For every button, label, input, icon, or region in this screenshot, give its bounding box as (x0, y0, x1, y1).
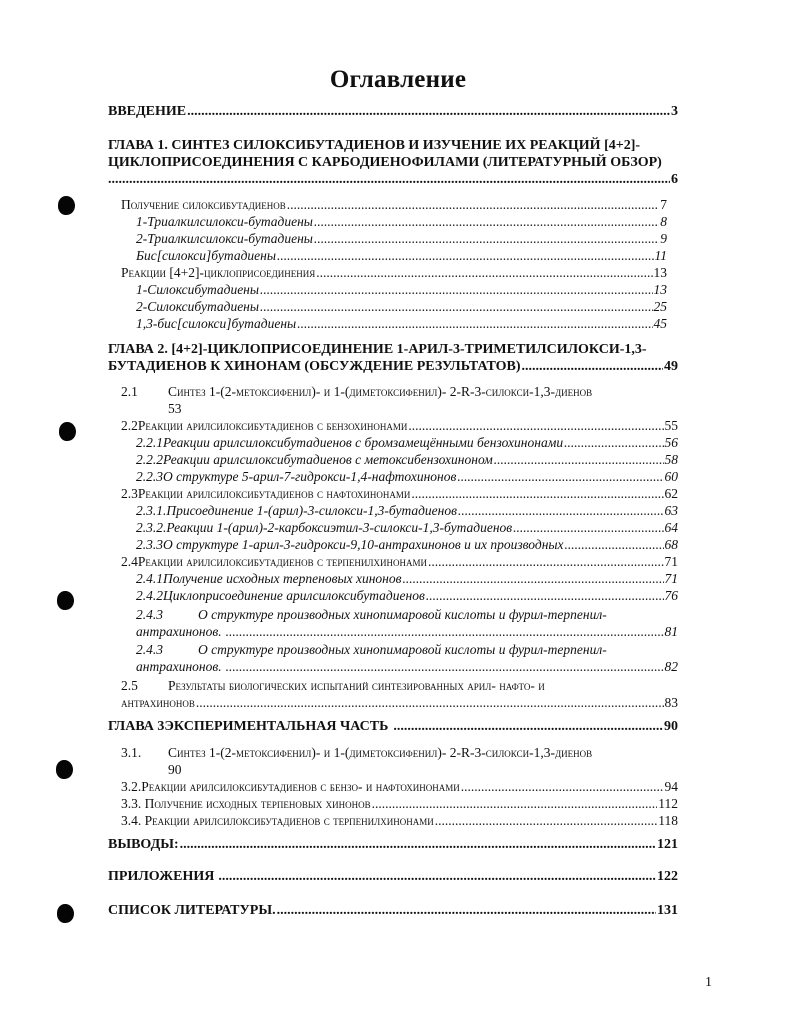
toc-page: 63 (664, 503, 678, 518)
toc-entry[interactable] (121, 383, 592, 400)
toc-label: ВЫВОДЫ: (108, 837, 179, 852)
toc-page-wrapped: 53 (168, 401, 182, 416)
toc-page: 6 (671, 172, 678, 187)
punch-hole (58, 196, 75, 215)
toc-page: 83 (664, 695, 678, 710)
leader-dots (287, 196, 659, 213)
toc-label: 1-Силоксибутадиены (136, 282, 260, 297)
page-number: 1 (705, 975, 712, 990)
toc-label: 1,3-бис[силокси]бутадиены (136, 316, 297, 331)
toc-page: 3 (671, 104, 678, 119)
toc-page: 13 (653, 265, 667, 280)
toc-number: 2.3.3 (136, 537, 163, 552)
toc-page: 68 (664, 537, 678, 552)
toc-number: 2.4.3 (136, 607, 163, 622)
leader-dots (372, 795, 658, 812)
toc-number: ГЛАВА 3 (108, 719, 165, 734)
toc-label: ЭКСПЕРИМЕНТАЛЬНАЯ ЧАСТЬ (164, 719, 389, 734)
toc-entry[interactable] (136, 502, 678, 519)
toc-entry[interactable] (136, 451, 678, 468)
toc-label: О структуре 1-арил-3-гидрокси-9,10-антрахинонов и их производных (163, 537, 564, 552)
leader-dots (457, 468, 663, 485)
toc-label: Получение исходных терпеновых хинонов (163, 571, 402, 586)
toc-page: 122 (657, 869, 678, 884)
leader-dots (458, 502, 664, 519)
toc-entry[interactable] (136, 606, 607, 623)
toc-entry[interactable] (121, 264, 667, 281)
toc-label: 2-Триалкилсилокси-бутадиены (136, 231, 313, 246)
toc-entry[interactable] (136, 281, 667, 298)
toc-entry[interactable] (136, 570, 678, 587)
toc-number: 2.4.3 (136, 642, 163, 657)
leader-dots (314, 230, 659, 247)
toc-label: Циклоприсоединение арилсилоксибутадиенов (163, 588, 425, 603)
toc-label: Результаты биологических испытаний синтезированных арил- нафто- и (168, 678, 545, 693)
toc-page: 58 (664, 452, 678, 467)
punch-hole (57, 904, 74, 923)
toc-label: О структуре производных хинопимаровой кислоты и фурил-терпенил- (198, 607, 607, 622)
toc-entry[interactable] (121, 485, 678, 502)
toc-label: антрахинонов (121, 695, 195, 710)
toc-page: 62 (664, 486, 678, 501)
toc-page: 76 (664, 588, 678, 603)
toc-number: 3.2. (121, 779, 142, 794)
leader-dots (226, 623, 664, 640)
toc-label: Реакции 1-(арил)-2-карбоксиэтил-3-силокси-1,3-бутадиенов (166, 520, 513, 535)
toc-entry-conclusions[interactable] (108, 836, 678, 853)
toc-entry[interactable] (136, 587, 678, 604)
toc-number: 3.1. (121, 745, 142, 760)
toc-page: 60 (664, 469, 678, 484)
toc-number: 2.3.1. (136, 503, 167, 518)
toc-entry[interactable] (136, 536, 678, 553)
toc-page: 45 (653, 316, 667, 331)
toc-page: 82 (664, 659, 678, 674)
toc-label: 3.4. Реакции арилсилоксибутадиенов с терпенилхинонами (121, 813, 434, 828)
toc-label: 3.3. Получение исходных терпеновых хинонов (121, 796, 371, 811)
leader-dots (494, 451, 664, 468)
toc-label: Реакции арилсилоксибутадиенов с метоксибензохиноном (163, 452, 493, 467)
toc-entry[interactable] (136, 519, 678, 536)
leader-dots (226, 658, 664, 675)
leader-dots (565, 536, 664, 553)
toc-number: 2.2 (121, 418, 138, 433)
leader-dots (564, 434, 663, 451)
toc-page-wrapped: 90 (168, 762, 182, 777)
toc-page: 25 (653, 299, 667, 314)
toc-label: Реакции арилсилоксибутадиенов с бензохинонами (137, 418, 408, 433)
toc-number: 2.2.3 (136, 469, 163, 484)
toc-page: 7 (660, 197, 667, 212)
toc-entry-intro[interactable] (108, 103, 678, 120)
toc-page: 71 (664, 554, 678, 569)
toc-entry-ch2-line1[interactable]: ГЛАВА 2. [4+2]-ЦИКЛОПРИСОЕДИНЕНИЕ 1-АРИЛ-3-ТРИМЕТИЛСИЛОКСИ-1,3- (108, 342, 647, 357)
toc-number: 2.5 (121, 678, 138, 693)
toc-entry[interactable] (121, 677, 545, 694)
leader-dots (513, 519, 663, 536)
leader-dots (108, 171, 670, 188)
toc-entry[interactable] (136, 468, 678, 485)
toc-label: Получение силоксибутадиенов (121, 197, 286, 212)
toc-entry-ch1-line2[interactable]: ЦИКЛОПРИСОЕДИНЕНИЯ С КАРБОДИЕНОФИЛАМИ (ЛИТЕРАТУРНЫЙ ОБЗОР) (108, 155, 662, 170)
toc-entry[interactable] (121, 553, 678, 570)
leader-dots (411, 485, 663, 502)
toc-page: 11 (654, 248, 667, 263)
toc-label: антрахинонов. (136, 624, 222, 639)
toc-entry-references[interactable] (108, 902, 678, 919)
toc-label: ВВЕДЕНИЕ (108, 104, 187, 119)
toc-entry[interactable] (136, 641, 607, 658)
toc-label: Присоединение 1-(арил)-3-силокси-1,3-бутадиенов (166, 503, 457, 518)
leader-dots (428, 553, 663, 570)
toc-page: 94 (664, 779, 678, 794)
toc-number: 2.2.2 (136, 452, 163, 467)
toc-number: 2.3 (121, 486, 138, 501)
toc-entry-ch1-page[interactable] (108, 171, 678, 188)
toc-number: 2.3.2. (136, 520, 167, 535)
toc-label: Синтез 1-(2-метоксифенил)- и 1-(диметоксифенил)- 2-R-3-силокси-1,3-диенов (168, 384, 593, 399)
toc-entry[interactable] (121, 812, 678, 829)
leader-dots (297, 315, 652, 332)
leader-dots (521, 358, 663, 375)
toc-number: 2.1 (121, 384, 138, 399)
toc-page: 112 (658, 796, 678, 811)
toc-label: О структуре 5-арил-7-гидрокси-1,4-нафтохинонов (163, 469, 457, 484)
toc-label: Синтез 1-(2-метоксифенил)- и 1-(диметоксифенил)- 2-R-3-силокси-1,3-диенов (168, 745, 593, 760)
punch-hole (57, 591, 74, 610)
toc-entry[interactable] (136, 315, 667, 332)
toc-entry[interactable] (121, 196, 667, 213)
toc-label: Реакции арилсилоксибутадиенов с терпенилхинонами (137, 554, 428, 569)
toc-entry[interactable] (121, 795, 678, 812)
toc-page: 55 (664, 418, 678, 433)
toc-page: 8 (660, 214, 667, 229)
toc-page: 121 (657, 837, 678, 852)
toc-label: О структуре производных хинопимаровой кислоты и фурил-терпенил- (198, 642, 607, 657)
toc-entry[interactable] (136, 247, 667, 264)
toc-page: 71 (664, 571, 678, 586)
punch-hole (59, 422, 76, 441)
toc-label: 1-Триалкилсилокси-бутадиены (136, 214, 313, 229)
punch-hole (56, 760, 73, 779)
toc-entry[interactable] (136, 230, 667, 247)
toc-entry-ch2-line2[interactable] (108, 358, 678, 375)
leader-dots (408, 417, 663, 434)
toc-page: 56 (664, 435, 678, 450)
toc-number: 2.4 (121, 554, 138, 569)
leader-dots (277, 902, 656, 919)
leader-dots (461, 778, 664, 795)
toc-entry[interactable] (136, 298, 667, 315)
toc-number: 2.2.1 (136, 435, 163, 450)
toc-label: ПРИЛОЖЕНИЯ (108, 869, 215, 884)
toc-page: 131 (657, 903, 678, 918)
leader-dots (260, 298, 652, 315)
toc-page: 90 (664, 719, 678, 734)
toc-label: Реакции арилсилоксибутадиенов с нафтохинонами (137, 486, 411, 501)
toc-label: СПИСОК ЛИТЕРАТУРЫ. (108, 903, 276, 918)
toc-label: Бис[силокси]бутадиены (136, 248, 276, 263)
toc-entry-cont[interactable] (136, 623, 678, 640)
toc-label: Реакции [4+2]-циклоприсоединения (121, 265, 316, 280)
toc-page: 13 (653, 282, 667, 297)
toc-entry-ch3[interactable] (108, 718, 678, 735)
leader-dots (393, 718, 663, 735)
toc-number: 2.4.2 (136, 588, 163, 603)
leader-dots (435, 812, 657, 829)
toc-entry[interactable] (136, 213, 667, 230)
toc-entry-appendix[interactable] (108, 868, 678, 885)
toc-label: антрахинонов. (136, 659, 222, 674)
leader-dots (187, 103, 670, 120)
leader-dots (218, 868, 656, 885)
leader-dots (180, 836, 656, 853)
toc-page: 81 (664, 624, 678, 639)
toc-label: Реакции арилсилоксибутадиенов с бензо- и нафтохинонами (141, 779, 460, 794)
page-title: Оглавление (329, 66, 467, 93)
toc-label: Реакции арилсилоксибутадиенов с бромзамещёнными бензохинонами (163, 435, 564, 450)
toc-page: 118 (658, 813, 678, 828)
toc-label: БУТАДИЕНОВ К ХИНОНАМ (ОБСУЖДЕНИЕ РЕЗУЛЬТАТОВ) (108, 359, 521, 374)
toc-page: 9 (660, 231, 667, 246)
toc-entry-ch1-line1[interactable]: ГЛАВА 1. СИНТЕЗ СИЛОКСИБУТАДИЕНОВ И ИЗУЧЕНИЕ ИХ РЕАКЦИЙ [4+2]- (108, 138, 641, 153)
toc-page: 49 (664, 359, 678, 374)
leader-dots (403, 570, 664, 587)
toc-entry-cont[interactable] (121, 694, 678, 711)
toc-entry[interactable] (121, 778, 678, 795)
toc-number: 2.4.1 (136, 571, 163, 586)
leader-dots (196, 694, 664, 711)
toc-entry[interactable] (121, 744, 592, 761)
toc-entry-cont[interactable] (136, 658, 678, 675)
leader-dots (277, 247, 654, 264)
toc-entry[interactable] (136, 434, 678, 451)
toc-label: 2-Силоксибутадиены (136, 299, 260, 314)
leader-dots (316, 264, 652, 281)
leader-dots (260, 281, 652, 298)
leader-dots (314, 213, 659, 230)
toc-entry[interactable] (121, 417, 678, 434)
leader-dots (426, 587, 664, 604)
toc-page: 64 (664, 520, 678, 535)
